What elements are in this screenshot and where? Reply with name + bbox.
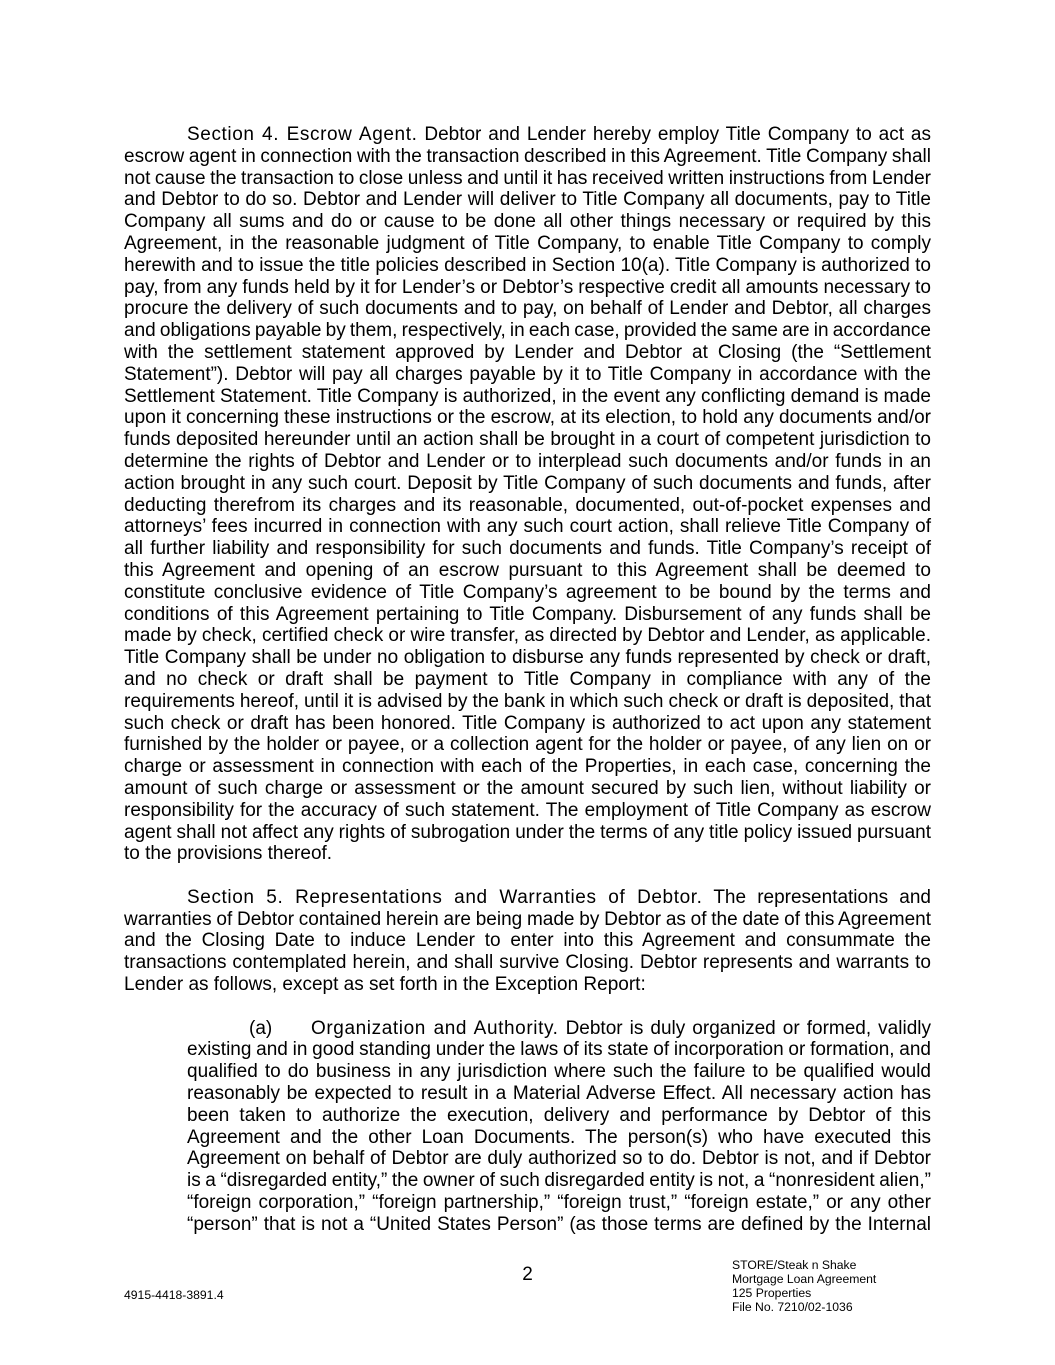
text-line: and Debtor to do so. Debtor and Lender will deliver to Title Company all documents, pay to Title	[124, 189, 931, 211]
text-line: existing and in good standing under the laws of its state of incorporation or formation, and	[187, 1039, 931, 1061]
document-id: 4915-4418-3891.4	[124, 1288, 224, 1302]
text-line: not cause the transaction to close unless and until it has received written instructions from Lender	[124, 167, 931, 189]
text-line	[124, 887, 931, 909]
text-line: attorneys’ fees incurred in connection with any such court action, shall relieve Title Company of	[124, 516, 931, 538]
text-line: Agreement, in the reasonable judgment of Title Company, to enable Title Company to comply	[124, 232, 931, 254]
text-line: transactions contemplated herein, and shall survive Closing. Debtor represents and warrants to	[124, 952, 931, 974]
text-line: agent shall not affect any rights of subrogation under the terms of any title policy issued pursuant	[124, 821, 931, 843]
text-line: and obligations payable by them, respectively, in each case, provided the same are in accordance	[124, 320, 931, 342]
text-line: upon it concerning these instructions or the escrow, at its election, to hold any documents and/or	[124, 407, 931, 429]
text-line: all further liability and responsibility for such documents and funds. Title Company’s receipt of	[124, 538, 931, 560]
text-line: been taken to authorize the execution, delivery and performance by Debtor of this	[187, 1104, 931, 1126]
text-line: reasonably be expected to result in a Material Adverse Effect. All necessary action has	[187, 1083, 931, 1105]
text-line: conditions of this Agreement pertaining to Title Company. Disbursement of any funds shall be	[124, 603, 931, 625]
text-line: made by check, certified check or wire transfer, as directed by Debtor and Lender, as applicable.	[124, 625, 931, 647]
text-line: responsibility for the accuracy of such statement. The employment of Title Company as escrow	[124, 799, 931, 821]
footer-reference	[732, 1258, 876, 1314]
section-4-heading: Section 4. Escrow Agent.	[187, 124, 418, 145]
text-run: Debtor is duly organized or formed, validly	[565, 1017, 931, 1039]
text-line: with the settlement statement approved by Lender and Debtor at Closing (the “Settlement	[124, 341, 931, 363]
footer-reference-line: STORE/Steak n Shake	[732, 1258, 857, 1272]
text-line: “foreign corporation,” “foreign partnership,” “foreign trust,” “foreign estate,” or any other	[187, 1192, 931, 1214]
text-run: The representations and	[713, 886, 931, 908]
text-line: action brought in any such court. Deposit by Title Company of such documents and funds, after	[124, 472, 931, 494]
text-line: to the provisions thereof.	[124, 843, 333, 865]
page-number: 2	[522, 1264, 533, 1285]
footer-reference-line: Mortgage Loan Agreement	[732, 1272, 877, 1286]
document-body	[124, 124, 931, 1257]
text-line: constitute conclusive evidence of Title Company’s agreement to be bound by the terms and	[124, 581, 931, 603]
text-run: Debtor and Lender hereby employ Title Company to act as	[424, 124, 931, 145]
text-line: is a “disregarded entity,” the owner of such disregarded entity is not, a “nonresident alien,”	[187, 1170, 931, 1192]
text-line: Statement”). Debtor will pay all charges payable by it to Title Company in accordance with the	[124, 363, 931, 385]
text-line: procure the delivery of such documents and to pay, on behalf of Lender and Debtor, all charges	[124, 298, 931, 320]
text-line: Lender as follows, except as set forth in the Exception Report:	[124, 974, 646, 996]
text-line: requirements hereof, until it is advised by the bank in which such check or draft is deposited, that	[124, 690, 931, 712]
text-line: pay, from any funds held by it for Lender’s or Debtor’s respective credit all amounts necessary to	[124, 276, 931, 298]
text-line: furnished by the holder or payee, or a collection agent for the holder or payee, of any lien on or	[124, 734, 931, 756]
text-line	[124, 124, 931, 146]
text-line: escrow agent in connection with the transaction described in this Agreement. Title Company shall	[124, 145, 931, 167]
item-label: (a)	[249, 1017, 273, 1039]
text-line: herewith and to issue the title policies described in Section 10(a). Title Company is authorized to	[124, 254, 931, 276]
item-a-paragraph	[187, 1018, 931, 1236]
text-line: amount of such charge or assessment or the amount secured by such lien, without liability or	[124, 777, 931, 799]
footer-reference-line: File No. 7210/02-1036	[732, 1300, 853, 1314]
text-line: determine the rights of Debtor and Lender or to interplead such documents and/or funds in an	[124, 450, 931, 472]
text-line: deducting therefrom its charges and its reasonable, documented, out-of-pocket expenses and	[124, 494, 931, 516]
section-5-paragraph	[124, 887, 931, 996]
section-4-paragraph	[124, 124, 931, 865]
text-line: such check or draft has been honored. Title Company is authorized to act upon any statement	[124, 712, 931, 734]
section-5-heading: Section 5. Representations and Warranties of Debtor.	[187, 886, 703, 908]
text-line: and the Closing Date to induce Lender to enter into this Agreement and consummate the	[124, 930, 931, 952]
text-line: this Agreement and opening of an escrow pursuant to this Agreement shall be deemed to	[124, 559, 931, 581]
text-line: charge or assessment in connection with each of the Properties, in each case, concerning the	[124, 756, 931, 778]
text-line: funds deposited hereunder until an action shall be brought in a court of competent jurisdiction to	[124, 429, 931, 451]
text-line: warranties of Debtor contained herein are being made by Debtor as of the date of this Agreement	[124, 908, 931, 930]
text-line: Settlement Statement. Title Company is authorized, in the event any conflicting demand is made	[124, 385, 931, 407]
text-line: and no check or draft shall be payment to Title Company in compliance with any of the	[124, 668, 931, 690]
text-line: Agreement and the other Loan Documents. The person(s) who have executed this	[187, 1126, 931, 1148]
text-line: Title Company shall be under no obligation to disburse any funds represented by check or draft,	[124, 647, 931, 669]
text-line: Agreement on behalf of Debtor are duly authorized so to do. Debtor is not, and if Debtor	[187, 1148, 931, 1170]
text-line: qualified to do business in any jurisdiction where such the failure to be qualified would	[187, 1061, 931, 1083]
footer-reference-line: 125 Properties	[732, 1286, 812, 1300]
text-line	[187, 1018, 931, 1040]
item-a-heading: Organization and Authority.	[311, 1017, 559, 1039]
text-line: “person” that is not a “United States Person” (as those terms are defined by the Internal	[187, 1213, 931, 1235]
text-line: Company all sums and do or cause to be done all other things necessary or required by this	[124, 211, 931, 233]
